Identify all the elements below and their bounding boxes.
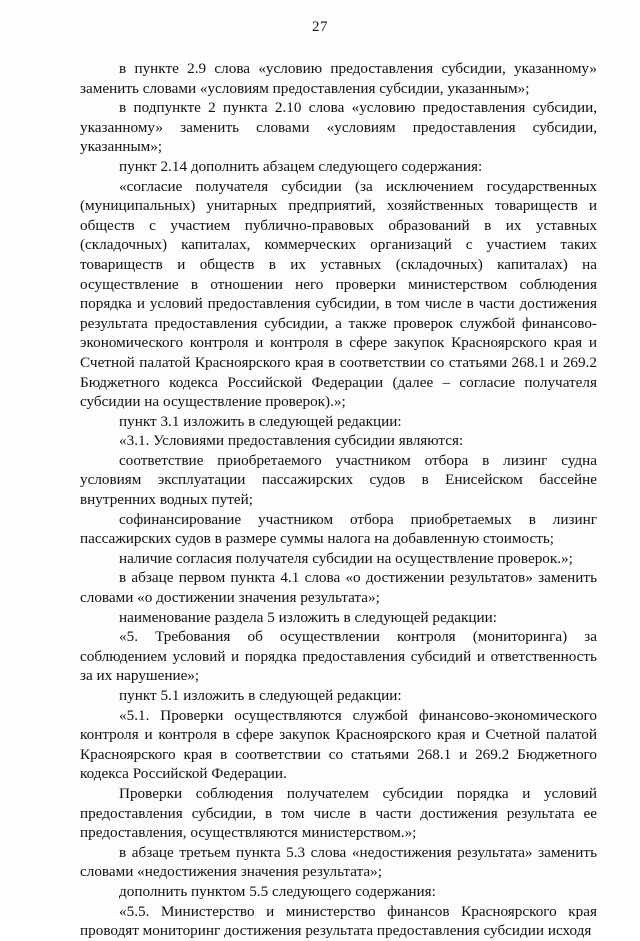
paragraph: пункт 2.14 дополнить абзацем следующего содержания: — [119, 157, 483, 175]
page-number: 27 — [312, 19, 328, 35]
paragraph: «3.1. Условиями предоставления субсидии являются: — [119, 432, 464, 450]
paragraph: пункт 5.1 изложить в следующей редакции: — [119, 687, 402, 704]
paragraph: «5.1. Проверки осуществляются службой финансово-экономического контроля и контроля в сфере закупок Красноярского края и Счетной палатой Красноярского края в соответствии со статьями 268.1 и 269.2 Бюджетного кодекса Российской Федерации. — [80, 706, 597, 783]
paragraph: наименование раздела 5 изложить в следующей редакции: — [119, 608, 497, 626]
paragraph: пункт 3.1 изложить в следующей редакции: — [119, 412, 402, 430]
paragraph: в абзаце первом пункта 4.1 слова «о достижении результатов» заменить словами «о достижении значения результата»; — [80, 569, 597, 607]
paragraph: в абзаце третьем пункта 5.3 слова «недостижения результата» заменить словами «недостижения значения результата»; — [80, 843, 597, 881]
paragraph: «5. Требования об осуществлении контроля (мониторинга) за соблюдением условий и порядка предоставления субсидий и ответственность за их нарушение»; — [80, 628, 597, 685]
paragraph: софинансирование участником отбора приобретаемых в лизинг пассажирских судов в размере суммы налога на добавленную стоимость; — [80, 510, 597, 548]
paragraph: соответствие приобретаемого участником отбора в лизинг судна условиям эксплуатации пассажирских судов в Енисейском бассейне внутренних водных путей; — [80, 451, 597, 509]
paragraph: дополнить пунктом 5.5 следующего содержания: — [119, 882, 436, 900]
paragraph: «5.5. Министерство и министерство финансов Красноярского края проводят мониторинг достижения результата предоставления субсидии исходя — [80, 902, 597, 940]
paragraph: «согласие получателя субсидии (за исключением государственных (муниципальных) унитарных предприятий, хозяйственных товариществ и обществ с участием публично-правовых образований в их уставных (складочных) капиталах, коммерческих организаций с участием таких товариществ и обществ в их уставных (складочных) капиталах) на осуществление в отношении него проверки министерством соблюдения порядка и условий предоставления субсидии, в том числе в части достижения результата предоставления субсидии, а также проверок службой финансово-экономического контроля и контроля в сфере закупок Красноярского края и Счетной палатой Красноярского края в соответствии со статьями 268.1 и 269.2 Бюджетного кодекса Российской Федерации (далее – согласие получателя субсидии на осуществление проверок).»; — [80, 177, 597, 411]
paragraph: в пункте 2.9 слова «условию предоставления субсидии, указанному» заменить словами «условиям предоставления субсидии, указанным»; — [80, 60, 597, 97]
paragraph: в подпункте 2 пункта 2.10 слова «условию предоставления субсидии, указанному» заменить словами «условиям предоставления субсидии, указанным»; — [80, 99, 597, 156]
paragraph: наличие согласия получателя субсидии на осуществление проверок.»; — [119, 549, 573, 567]
document-body — [80, 59, 597, 941]
paragraph: Проверки соблюдения получателем субсидии порядка и условий предоставления субсидии, в том числе в части достижения результата ее предоставления, осуществляются министерством.»; — [80, 784, 597, 842]
